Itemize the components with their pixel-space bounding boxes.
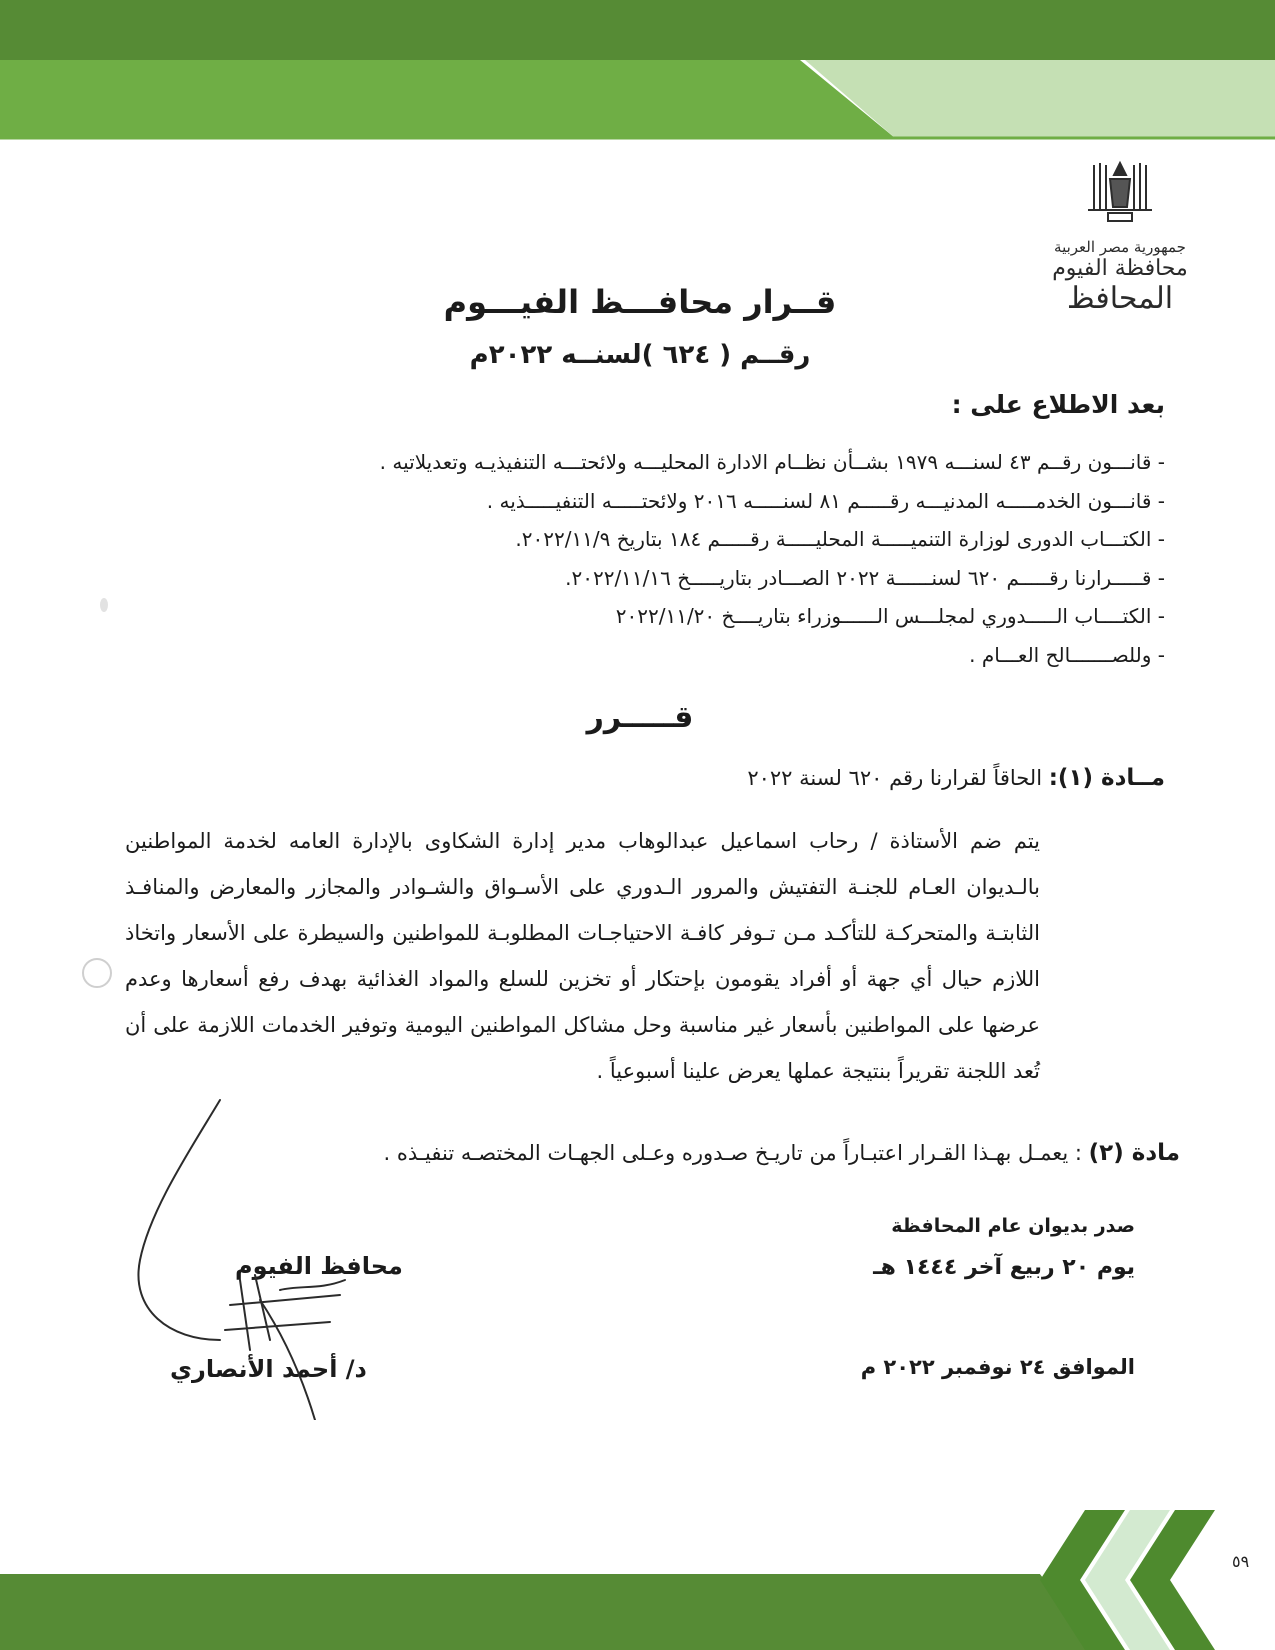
signature-scribble (130, 1090, 390, 1420)
footer-band (0, 1510, 1275, 1650)
article-2-label: مادة (٢) (1088, 1140, 1180, 1166)
reference-item: - وللصـــــــالح العـــام . (969, 642, 1165, 667)
article-1-label: مــادة (١): (1048, 765, 1165, 791)
signatory-name: د/ أحمد الأنصاري (170, 1355, 367, 1383)
gregorian-date: الموافق ٢٤ نوفمبر ٢٠٢٢ م (860, 1355, 1135, 1379)
signatory-title: محافظ الفيوم (235, 1252, 403, 1280)
preamble-heading: بعد الاطلاع على : (951, 390, 1165, 419)
scan-speck (100, 598, 108, 612)
reference-item: - الكتـــاب الدورى لوزارة التنميـــــة المحليـــــة رقـــــم ١٨٤ بتاريخ ٢٠٢٢/١١/٩. (515, 527, 1165, 552)
reference-item: - قـــــرارنا رقـــــم ٦٢٠ لسنــــــة ٢٠٢٢ الصـــادر بتاريـــــخ ٢٠٢٢/١١/١٦. (565, 565, 1165, 590)
letterhead (1045, 155, 1195, 316)
header-band (0, 0, 1275, 140)
article-1-header (747, 765, 1165, 791)
reference-item: - قانـــون الخدمـــــه المدنيـــه رقـــــم ٨١ لسنـــــه ٢٠١٦ ولائحتـــــه التنفيـــــذيه . (486, 488, 1165, 513)
punch-hole-mark (82, 958, 112, 988)
article-1-body: يتم ضم الأستاذة / رحاب اسماعيل عبدالوهاب مدير إدارة الشكاوى بالإدارة العامه لخدمة المواطنين بالـديوان العـام للجنـة التفتيش والمرور الـدوري على الأسـواق والشـوادر والمجازر والمعارض والمنافـذ الثابتـة والمتحركـة للتأكـد مـن تـوفر كافـة الاحتياجـات المطلوبـة للمواطنين والسيطرة على الأسعار واتخاذ اللازم حيال أي جهة أو أفراد يقومون بإحتكار أو تخزين للسلع والمواد الغذائية بهدف رفع أسعارها وعدم عرضها على المواطنين بأسعار غير مناسبة وحل مشاكل المواطنين اليومية وتوفير الخدمات اللازمة على أن تُعد اللجنة تقريراً بنتيجة عملها يعرض علينا أسبوعياً . (125, 829, 1040, 1083)
article-1-intro: الحاقاً لقرارنا رقم ٦٢٠ لسنة ٢٠٢٢ (747, 766, 1043, 790)
page-number: ٥٩ (1232, 1552, 1250, 1571)
issued-by: صدر بديوان عام المحافظة (891, 1215, 1135, 1237)
decision-heading: قـــــرر (586, 700, 694, 735)
references-list (115, 443, 1165, 675)
eagle-emblem-icon (1080, 155, 1160, 235)
decree-number: رقــم ( ٦٢٤ )لسنــه ٢٠٢٢م (469, 340, 811, 370)
reference-item: - الكتــــاب الـــــدوري لمجلـــس الــــــوزراء بتاريــــخ ٢٠٢٢/١١/٢٠ (615, 604, 1165, 629)
letterhead-country: جمهورية مصر العربية (1054, 238, 1186, 256)
letterhead-governorate: محافظة الفيوم (1052, 256, 1188, 282)
article-2-text: : يعمـل بهـذا القـرار اعتبـاراً من تاريـخ صـدوره وعـلى الجهـات المختصـه تنفيـذه . (383, 1141, 1082, 1165)
letterhead-office: المحافظ (1066, 280, 1174, 316)
reference-item: - قانـــون رقــم ٤٣ لسنـــه ١٩٧٩ بشــأن نظــام الادارة المحليـــه ولائحتـــه التنفيذيـه وتعديلاتيه . (379, 450, 1165, 474)
decree-title: قــرار محافـــظ الفيـــوم (443, 283, 837, 321)
article-2 (384, 1140, 1180, 1166)
hijri-date: يوم ٢٠ ربيع آخر ١٤٤٤ هـ (873, 1255, 1135, 1280)
